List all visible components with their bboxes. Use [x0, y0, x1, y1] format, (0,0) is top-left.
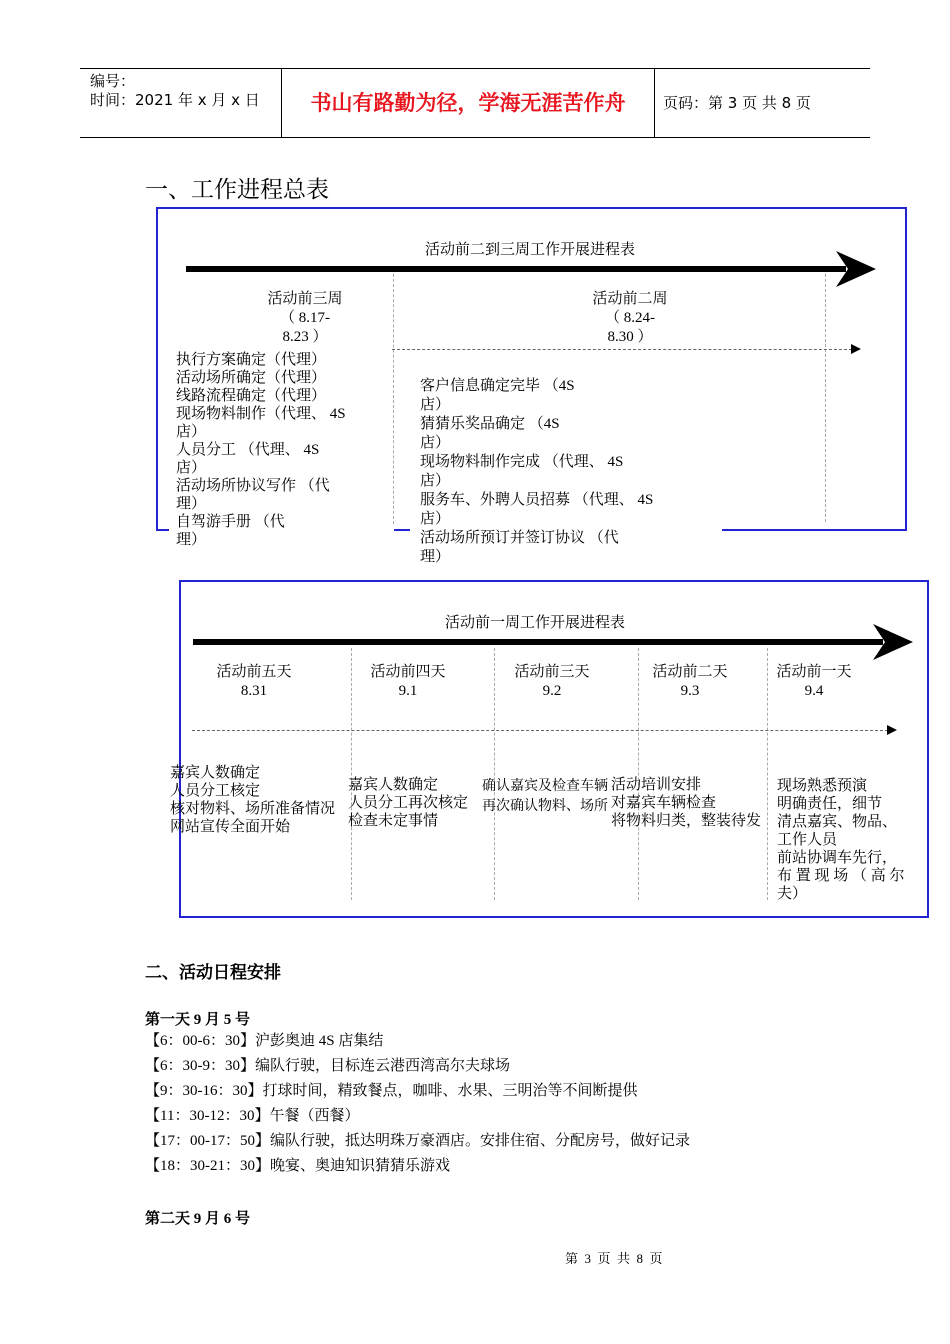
chart2-col2-head: 活动前四天	[370, 664, 446, 680]
header-left-cell	[80, 69, 282, 137]
chart1-title: 活动前二到三周工作开展进程表	[424, 242, 635, 258]
list-item: 活动培训安排	[611, 777, 702, 793]
chart2-arrow-head-icon	[873, 624, 915, 660]
section1-title: 一、工作进程总表	[145, 177, 329, 203]
chart2-col4-head: 活动前二天	[652, 664, 728, 680]
list-item: 活动场所预订并签订协议 （代	[420, 530, 619, 546]
list-item: 明确责任，细节	[777, 796, 883, 812]
schedule-item: 【18：30-21：30】晚宴、奥迪知识猜猜乐游戏	[145, 1158, 450, 1174]
list-item: 活动场所确定（代理）	[176, 370, 327, 386]
page-header	[80, 68, 870, 138]
header-motto-cell	[282, 69, 655, 137]
list-item: 现场物料制作完成 （代理、 4S	[420, 454, 624, 470]
chart1-left-list	[176, 351, 346, 549]
chart2-col3-list	[482, 776, 608, 816]
chart2-col5-date: 9.4	[804, 683, 824, 699]
day1-title: 第一天 9 月 5 号	[145, 1012, 251, 1028]
list-item: 执行方案确定（代理）	[176, 352, 327, 368]
schedule-item: 【6：00-6：30】沪彭奥迪 4S 店集结	[145, 1033, 384, 1049]
chart2-timeline-arrow-icon	[887, 725, 897, 735]
list-item: 自驾游手册 （代	[176, 514, 285, 530]
chart1-frame-bottom-right	[722, 529, 905, 531]
page-number-label: 页码：第 3 页 共 8 页	[663, 94, 811, 112]
list-item: 理）	[176, 532, 207, 548]
list-item: 布 置 现 场 （ 高 尔	[777, 868, 905, 884]
schedule-item: 【17：00-17：50】编队行驶，抵达明珠万豪酒店。安排住宿、分配房号，做好记录	[145, 1133, 690, 1149]
chart2-col1-date: 8.31	[240, 683, 268, 699]
chart1-timeline-dash	[392, 349, 852, 350]
chart2-col2-list	[348, 776, 468, 830]
chart1-col2-date-start: （ 8.24-	[605, 310, 655, 326]
list-item: 确认嘉宾及检查车辆	[482, 778, 608, 794]
list-item: 线路流程确定（代理）	[176, 388, 327, 404]
chart1-arrow-shaft	[186, 266, 846, 272]
chart1-frame-bottom-left	[156, 529, 169, 531]
chart2-col2-date: 9.1	[398, 683, 418, 699]
list-item: 理）	[420, 549, 451, 565]
chart1-col1-date-end: 8.23 ）	[282, 329, 328, 345]
chart1-col2-date-end: 8.30 ）	[607, 329, 653, 345]
chart2-title: 活动前一周工作开展进程表	[444, 615, 625, 631]
page-footer: 第 3 页 共 8 页	[565, 1251, 663, 1266]
list-item: 店）	[176, 460, 207, 476]
chart2-col1-head: 活动前五天	[216, 664, 292, 680]
list-item: 现场物料制作（代理、 4S	[176, 406, 346, 422]
list-item: 店）	[176, 424, 207, 440]
list-item: 网站宣传全面开始	[170, 819, 291, 835]
chart2-col4-date: 9.3	[680, 683, 700, 699]
list-item: 再次确认物料、场所	[482, 798, 608, 814]
list-item: 前站协调车先行，	[777, 850, 898, 866]
chart1-arrow-head-icon	[836, 251, 878, 287]
list-item: 核对物料、场所准备情况	[170, 801, 336, 817]
list-item: 检查未定事情	[348, 813, 439, 829]
chart1-frame-bottom-mid	[394, 529, 410, 531]
list-item: 人员分工核定	[170, 783, 261, 799]
list-item: 工作人员	[777, 832, 838, 848]
section2-title: 二、活动日程安排	[145, 963, 281, 983]
schedule-item: 【11：30-12：30】午餐（西餐）	[145, 1108, 360, 1124]
chart2-col5-list	[777, 777, 905, 903]
list-item: 嘉宾人数确定	[170, 765, 261, 781]
list-item: 嘉宾人数确定	[348, 777, 439, 793]
schedule-item: 【6：30-9：30】编队行驶，目标连云港西湾高尔夫球场	[145, 1058, 510, 1074]
number-label: 编号：	[90, 72, 136, 90]
chart1-col2-head: 活动前二周	[592, 291, 668, 307]
chart1-col1-date-start: （ 8.17-	[280, 310, 330, 326]
list-item: 猜猜乐奖品确定 （4S	[420, 416, 560, 432]
chart1-divider	[393, 274, 394, 524]
chart2-col1-list	[170, 764, 335, 836]
motto: 书山有路勤为径，学海无涯苦作舟	[310, 91, 626, 115]
list-item: 夫）	[777, 886, 808, 902]
chart1-timeline-arrow-icon	[851, 344, 861, 354]
list-item: 客户信息确定完毕 （4S	[420, 378, 575, 394]
list-item: 将物料归类，整装待发	[611, 813, 762, 829]
schedule-item: 【9：30-16：30】打球时间，精致餐点，咖啡、水果、三明治等不间断提供	[145, 1083, 638, 1099]
chart1-right-list	[420, 377, 653, 567]
list-item: 店）	[420, 473, 451, 489]
chart2-arrow-shaft	[193, 639, 883, 645]
chart2-col3-date: 9.2	[542, 683, 562, 699]
list-item: 现场熟悉预演	[777, 778, 868, 794]
chart2-timeline-dash	[192, 730, 888, 731]
list-item: 人员分工 （代理、 4S	[176, 442, 320, 458]
list-item: 活动场所协议写作 （代	[176, 478, 330, 494]
list-item: 理）	[176, 496, 207, 512]
chart2-col5-head: 活动前一天	[776, 664, 852, 680]
list-item: 店）	[420, 435, 451, 451]
header-right-cell	[655, 69, 870, 137]
day1-schedule	[145, 1029, 690, 1179]
list-item: 人员分工再次核定	[348, 795, 469, 811]
list-item: 店）	[420, 397, 451, 413]
chart1-divider-right	[825, 274, 826, 522]
list-item: 清点嘉宾、物品、	[777, 814, 898, 830]
list-item: 对嘉宾车辆检查	[611, 795, 717, 811]
list-item: 服务车、外聘人员招募 （代理、 4S	[420, 492, 654, 508]
chart2-col3-head: 活动前三天	[514, 664, 590, 680]
chart2-col4-list	[611, 776, 761, 830]
list-item: 店）	[420, 511, 451, 527]
day2-title: 第二天 9 月 6 号	[145, 1211, 251, 1227]
chart1-col1-head: 活动前三周	[267, 291, 343, 307]
time-label: 时间：2021 年 x 月 x 日	[90, 91, 260, 109]
